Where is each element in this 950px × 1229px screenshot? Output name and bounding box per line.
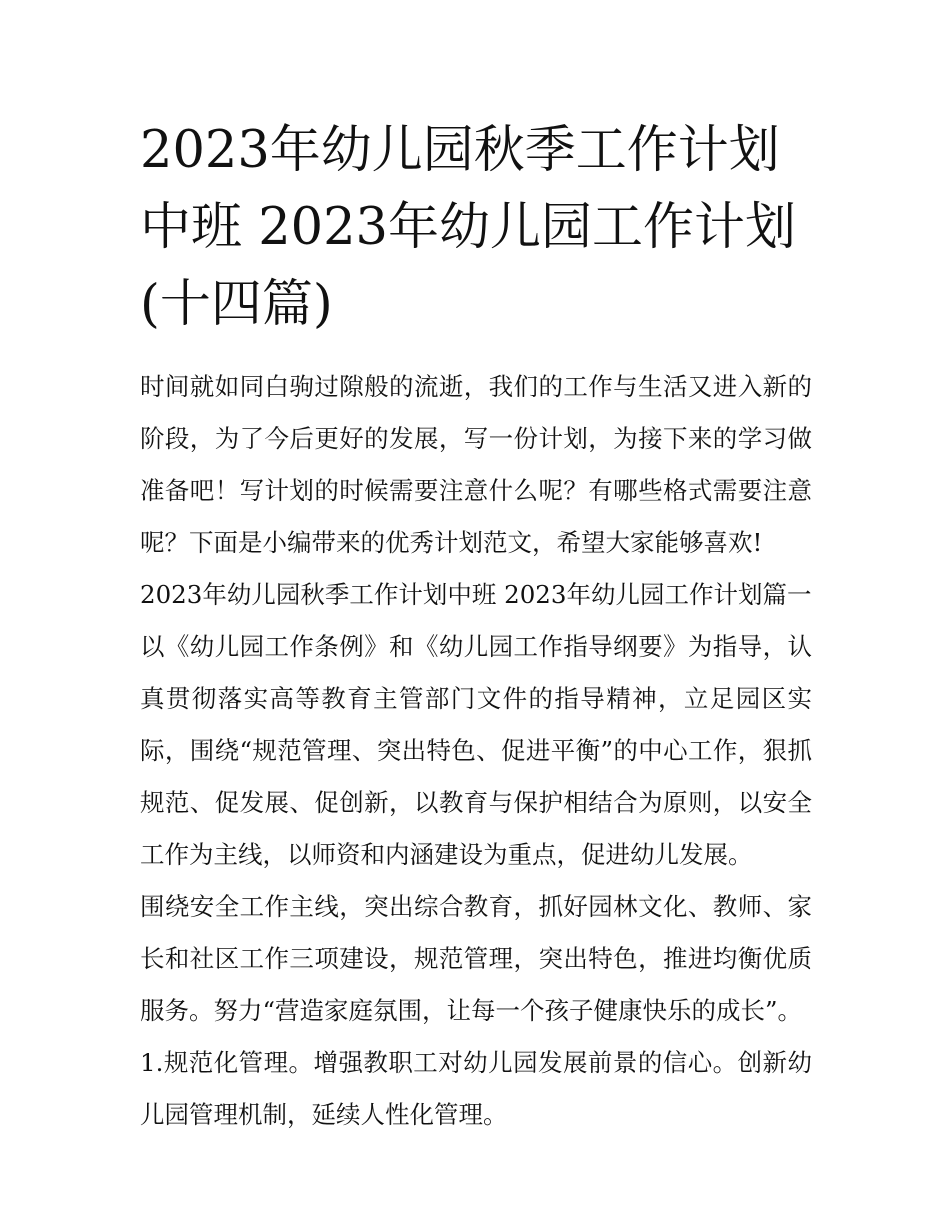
- body-paragraph: 1.规范化管理。增强教职工对幼儿园发展前景的信心。创新幼儿园管理机制，延续人性化管理。: [140, 1048, 812, 1129]
- body-paragraph: 围绕安全工作主线，突出综合教育，抓好园林文化、教师、家长和社区工作三项建设，规范管理，突出特色，推进均衡优质服务。努力“营造家庭氛围，让每一个孩子健康快乐的成长”。: [140, 892, 812, 1025]
- document-title: 2023年幼儿园秋季工作计划中班 2023年幼儿园工作计划(十四篇): [140, 121, 797, 334]
- document-content: [140, 112, 812, 1141]
- intro-paragraph: 时间就如同白驹过隙般的流逝，我们的工作与生活又进入新的阶段，为了今后更好的发展，写一份计划，为接下来的学习做准备吧！写计划的时候需要注意什么呢？有哪些格式需要注意呢？下面是小编带来的优秀计划范文，希望大家能够喜欢!: [140, 372, 812, 557]
- section-heading: 2023年幼儿园秋季工作计划中班 2023年幼儿园工作计划篇一: [140, 580, 812, 609]
- body-paragraph: 以《幼儿园工作条例》和《幼儿园工作指导纲要》为指导，认真贯彻落实高等教育主管部门文件的指导精神，立足园区实际，围绕“规范管理、突出特色、促进平衡”的中心工作，狠抓规范、促发展、促创新，以教育与保护相结合为原则，以安全工作为主线，以师资和内涵建设为重点，促进幼儿发展。: [140, 632, 812, 869]
